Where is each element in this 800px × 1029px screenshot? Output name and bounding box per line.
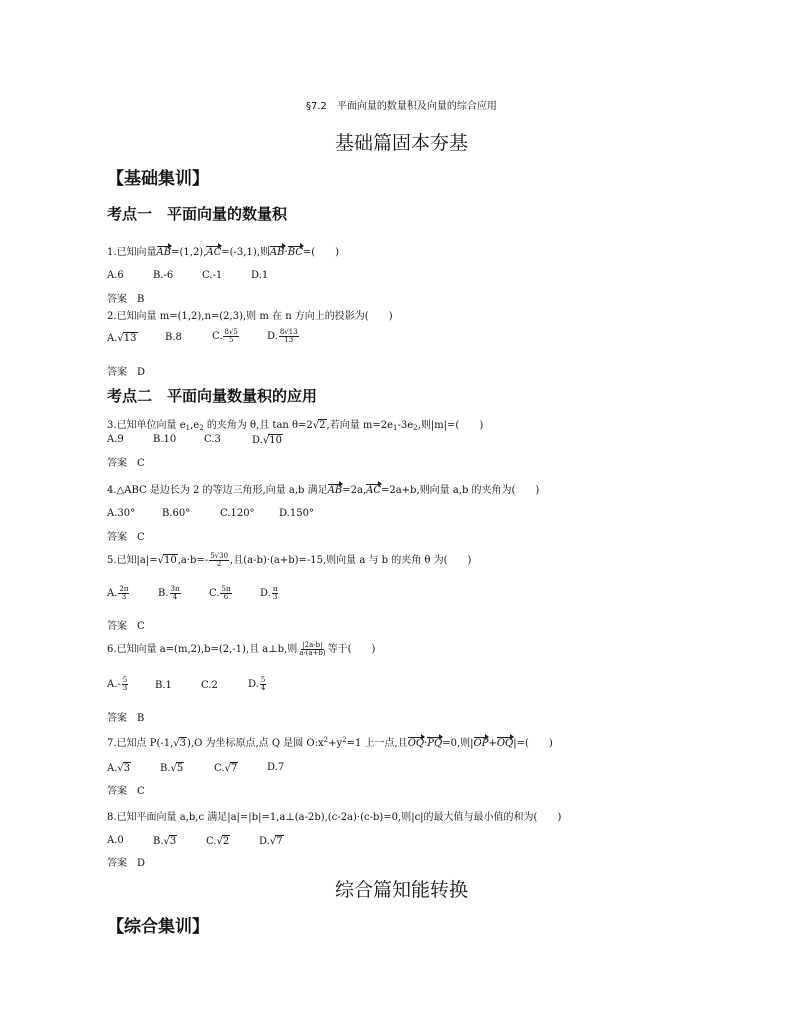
question-5-option-d: D. $\frac{\pi}{3}$: [260, 585, 278, 601]
answer-value: C: [137, 532, 145, 543]
answer-value: C: [137, 621, 145, 632]
answer-value: D: [137, 367, 146, 378]
question-4-option-b: B.60°: [162, 508, 191, 519]
question-8-answer: [107, 854, 145, 869]
question-8-option-b: B.√3: [153, 836, 177, 847]
question-8-option-c: C.√2: [206, 836, 230, 847]
question-7-answer: [107, 782, 145, 797]
question-1-stem: 1.已知向量AB=(1,2),AC=(-3,1),则AB·BC=( ): [107, 247, 340, 258]
question-8-option-d: D.√7: [259, 836, 283, 847]
answer-value: C: [137, 786, 145, 797]
question-2-option-a: A.√13: [107, 333, 137, 344]
question-3-stem: 3.已知单位向量 $e_1,e_2$ 的夹角为 θ,且 tan θ=2√2,若向量 $m=2e_1-3e_2$,则|m|=( ): [107, 420, 484, 432]
answer-label: 答案: [107, 294, 127, 305]
question-4-stem: 4.△ABC 是边长为 2 的等边三角形,向量 a,b 满足AB=2a,AC=2a+b,则向量 a,b 的夹角为( ): [107, 485, 540, 496]
question-8-stem: 8.已知平面向量 a,b,c 满足|a|=|b|=1,a⊥(a-2b),(c-2a)·(c-b)=0,则|c|的最大值与最小值的和为( ): [107, 812, 562, 823]
question-5-option-c: C. $\frac{5\pi}{6}$: [209, 585, 231, 601]
question-2-option-b: B.8: [165, 332, 182, 343]
question-8-option-a: A.0: [107, 835, 124, 846]
point1-heading: 考点一 平面向量的数量积: [107, 205, 288, 223]
question-7-option-c: C.√7: [214, 763, 238, 774]
question-1-option-a: A.6: [107, 270, 124, 281]
question-6-option-b: B.1: [155, 680, 172, 691]
answer-label: 答案: [107, 458, 127, 469]
question-4-option-a: A.30°: [107, 508, 136, 519]
page-header-title: §7.2 平面向量的数量积及向量的综合应用: [306, 101, 497, 112]
answer-label: 答案: [107, 367, 127, 378]
question-5-stem: 5.已知|a|=√10,a·b=- $\frac{5√30}{2}$ ,且(a-b)·(a+b)=-15,则向量 a 与 b 的夹角 θ 为( ): [107, 552, 472, 568]
question-1-option-c: C.-1: [202, 270, 223, 281]
question-7-option-d: D.7: [267, 762, 285, 773]
question-3-option-b: B.10: [153, 434, 177, 445]
answer-label: 答案: [107, 858, 127, 869]
question-3-option-d: D.√10: [252, 435, 282, 446]
question-5-answer: [107, 617, 145, 632]
answer-label: 答案: [107, 786, 127, 797]
answer-value: B: [137, 294, 145, 305]
question-1-answer: [107, 290, 144, 305]
answer-label: 答案: [107, 532, 127, 543]
question-2-option-d: D. $\frac{8√13}{13}$: [267, 328, 298, 344]
question-1-option-b: B.-6: [153, 270, 174, 281]
question-3-option-a: A.9: [107, 434, 124, 445]
question-5-option-a: A. $\frac{2\pi}{3}$: [107, 585, 129, 601]
question-2-stem: 2.已知向量 m=(1,2),n=(2,3),则 m 在 n 方向上的投影为( ): [107, 311, 393, 322]
question-5-option-b: B. $\frac{3\pi}{4}$: [158, 585, 180, 601]
question-6-option-d: D. $\frac{5}{4}$: [248, 676, 266, 692]
question-6-stem: 6.已知向量 a=(m,2),b=(2,-1),且 a⊥b,则 $\frac{|2a-b|}{a\cdot(a+b)}$ 等于( ): [107, 641, 376, 657]
question-4-option-d: D.150°: [279, 508, 314, 519]
basic-set-heading: 【基础集训】: [107, 169, 209, 189]
question-7-option-a: A.√3: [107, 763, 131, 774]
answer-value: D: [137, 858, 146, 869]
question-2-option-c: C. $\frac{8√5}{5}$: [212, 328, 238, 344]
answer-label: 答案: [107, 713, 127, 724]
question-7-stem: 7.已知点 P(-1,√3),O 为坐标原点,点 Q 是圆 $O:x^2+y^2=1$ 上一点,且OQ·PQ=0,则|OP+OQ|=( ): [107, 736, 553, 749]
question-4-answer: [107, 528, 145, 543]
question-2-answer: [107, 363, 145, 378]
question-4-option-c: C.120°: [220, 508, 255, 519]
answer-value: C: [137, 458, 145, 469]
question-6-option-c: C.2: [201, 680, 218, 691]
comp-set-heading: 【综合集训】: [107, 917, 209, 937]
question-7-option-b: B.√5: [160, 763, 184, 774]
question-3-answer: [107, 454, 145, 469]
question-3-option-c: C.3: [204, 434, 221, 445]
question-6-option-a: A.- $\frac{5}{3}$: [107, 676, 128, 692]
answer-value: B: [137, 713, 145, 724]
answer-label: 答案: [107, 621, 127, 632]
question-6-answer: [107, 709, 144, 724]
point2-heading: 考点二 平面向量数量积的应用: [107, 387, 318, 405]
basic-heading: 基础篇固本夯基: [335, 132, 469, 154]
comp-heading: 综合篇知能转换: [335, 879, 469, 901]
question-1-option-d: D.1: [251, 270, 269, 281]
